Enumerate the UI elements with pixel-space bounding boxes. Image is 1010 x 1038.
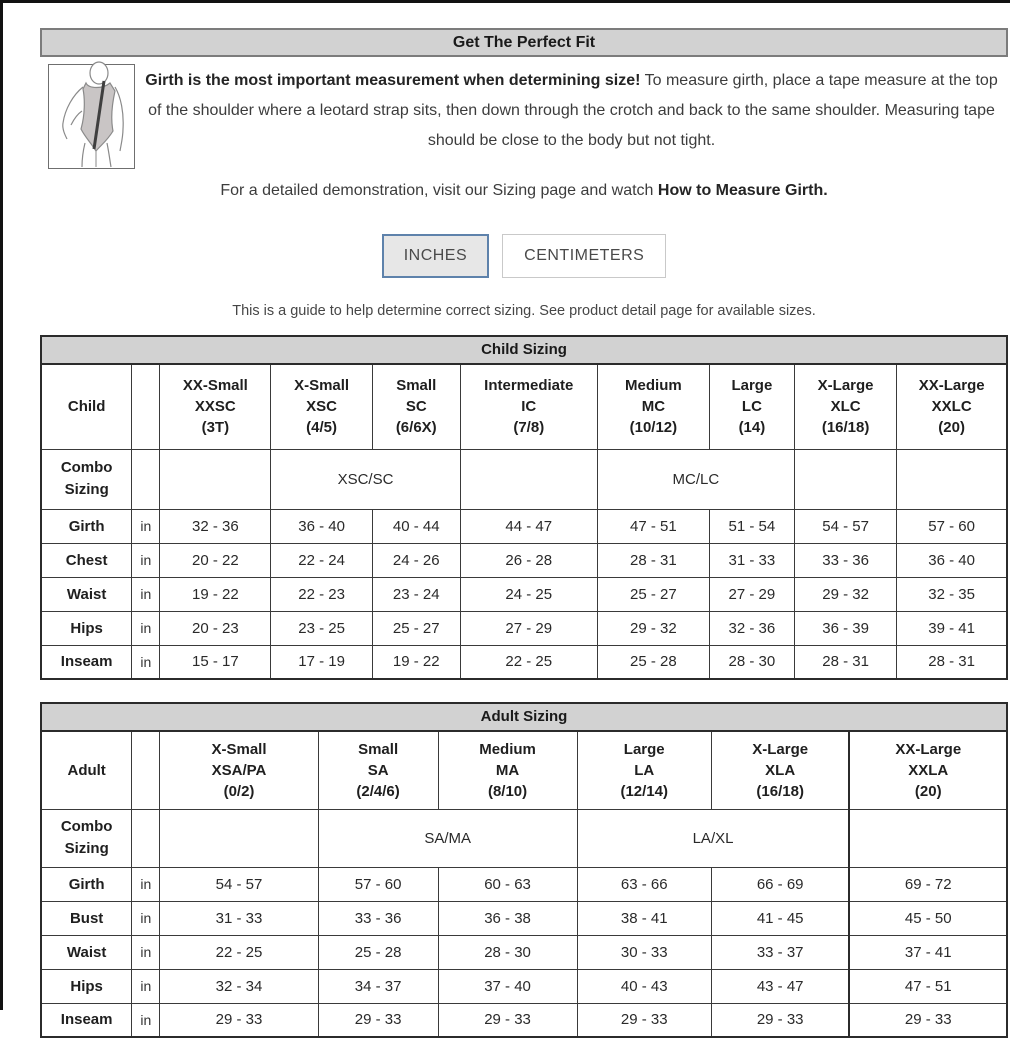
value-cell: 45 - 50: [849, 901, 1007, 935]
value-cell: 69 - 72: [849, 867, 1007, 901]
value-cell: 25 - 27: [597, 577, 709, 611]
value-cell: 27 - 29: [709, 577, 794, 611]
value-cell: 26 - 28: [460, 543, 597, 577]
content: [3, 28, 1010, 1038]
measurement-label: Hips: [41, 611, 132, 645]
demo-line: [40, 182, 1008, 200]
child-sizing-table: [40, 335, 1008, 680]
combo-empty-cell: [160, 809, 318, 867]
value-cell: 41 - 45: [711, 901, 849, 935]
value-cell: 36 - 40: [271, 509, 372, 543]
value-cell: 22 - 25: [460, 645, 597, 679]
value-cell: 39 - 41: [897, 611, 1007, 645]
value-cell: 36 - 38: [438, 901, 577, 935]
value-cell: 33 - 36: [794, 543, 896, 577]
child-size-header-row: [41, 364, 1007, 449]
value-cell: 29 - 32: [597, 611, 709, 645]
value-cell: 25 - 28: [597, 645, 709, 679]
adult-size-header-row: [41, 731, 1007, 809]
combo-sizing-label: Combo Sizing: [41, 449, 132, 509]
intro-section: [40, 64, 1008, 169]
centimeters-button[interactable]: CENTIMETERS: [502, 234, 666, 278]
page-title: [40, 28, 1008, 57]
unit-cell: in: [132, 611, 160, 645]
value-cell: 63 - 66: [577, 867, 711, 901]
measurement-label: Waist: [41, 935, 132, 969]
value-cell: 28 - 31: [794, 645, 896, 679]
measurement-label: Waist: [41, 577, 132, 611]
size-column-header: XX-Small XXSC (3T): [160, 364, 271, 449]
value-cell: 15 - 17: [160, 645, 271, 679]
child-sizing-section: [40, 335, 1008, 680]
combo-group-cell: XSC/SC: [271, 449, 460, 509]
demo-bold: How to Measure Girth.: [657, 182, 828, 199]
adult-corner-cell: Adult: [41, 731, 132, 809]
value-cell: 29 - 33: [577, 1003, 711, 1037]
unit-cell: in: [132, 935, 160, 969]
girth-description-body: To measure girth, place a tape measure at the top of the shoulder where a leotard strap sits, then down through the crotch and back to the same shoulder. Measuring tape should be close to the body but not tight.: [148, 72, 998, 149]
value-cell: 25 - 28: [318, 935, 438, 969]
combo-empty-cell: [794, 449, 896, 509]
adult-table-title: Adult Sizing: [40, 702, 1008, 730]
value-cell: 28 - 30: [709, 645, 794, 679]
size-column-header: Small SA (2/4/6): [318, 731, 438, 809]
unit-cell: in: [132, 969, 160, 1003]
combo-unit-cell: [132, 809, 160, 867]
child-girth-row: [41, 509, 1007, 543]
value-cell: 57 - 60: [318, 867, 438, 901]
child-waist-row: [41, 577, 1007, 611]
value-cell: 28 - 31: [897, 645, 1007, 679]
size-column-header: Medium MC (10/12): [597, 364, 709, 449]
value-cell: 60 - 63: [438, 867, 577, 901]
value-cell: 66 - 69: [711, 867, 849, 901]
adult-hips-row: [41, 969, 1007, 1003]
value-cell: 47 - 51: [849, 969, 1007, 1003]
value-cell: 44 - 47: [460, 509, 597, 543]
combo-group-cell: MC/LC: [597, 449, 794, 509]
value-cell: 47 - 51: [597, 509, 709, 543]
value-cell: 40 - 43: [577, 969, 711, 1003]
value-cell: 33 - 37: [711, 935, 849, 969]
value-cell: 30 - 33: [577, 935, 711, 969]
unit-column-header: [132, 731, 160, 809]
value-cell: 25 - 27: [372, 611, 460, 645]
unit-toggle: [40, 234, 1008, 278]
page-title-text: Get The Perfect Fit: [452, 33, 596, 51]
size-column-header: X-Large XLA (16/18): [711, 731, 849, 809]
value-cell: 37 - 41: [849, 935, 1007, 969]
value-cell: 54 - 57: [794, 509, 896, 543]
combo-empty-cell: [849, 809, 1007, 867]
value-cell: 32 - 34: [160, 969, 318, 1003]
value-cell: 36 - 39: [794, 611, 896, 645]
size-column-header: Medium MA (8/10): [438, 731, 577, 809]
value-cell: 37 - 40: [438, 969, 577, 1003]
adult-sizing-section: [40, 702, 1008, 1038]
unit-cell: in: [132, 509, 160, 543]
value-cell: 34 - 37: [318, 969, 438, 1003]
child-inseam-row: [41, 645, 1007, 679]
value-cell: 38 - 41: [577, 901, 711, 935]
adult-inseam-row: [41, 1003, 1007, 1037]
measurement-label: Girth: [41, 509, 132, 543]
size-column-header: XX-Large XXLC (20): [897, 364, 1007, 449]
child-table-title: Child Sizing: [40, 335, 1008, 363]
child-chest-row: [41, 543, 1007, 577]
size-column-header: Intermediate IC (7/8): [460, 364, 597, 449]
value-cell: 33 - 36: [318, 901, 438, 935]
value-cell: 28 - 31: [597, 543, 709, 577]
value-cell: 17 - 19: [271, 645, 372, 679]
unit-cell: in: [132, 1003, 160, 1037]
size-column-header: X-Small XSA/PA (0/2): [160, 731, 318, 809]
unit-column-header: [132, 364, 160, 449]
combo-unit-cell: [132, 449, 160, 509]
girth-description-bold: Girth is the most important measurement when determining size!: [145, 72, 641, 89]
size-column-header: Small SC (6/6X): [372, 364, 460, 449]
value-cell: 29 - 33: [438, 1003, 577, 1037]
unit-cell: in: [132, 867, 160, 901]
combo-empty-cell: [460, 449, 597, 509]
adult-waist-row: [41, 935, 1007, 969]
combo-empty-cell: [160, 449, 271, 509]
unit-cell: in: [132, 577, 160, 611]
value-cell: 29 - 33: [849, 1003, 1007, 1037]
inches-button[interactable]: INCHES: [382, 234, 489, 278]
value-cell: 19 - 22: [372, 645, 460, 679]
value-cell: 23 - 24: [372, 577, 460, 611]
value-cell: 29 - 33: [160, 1003, 318, 1037]
measurement-label: Girth: [41, 867, 132, 901]
combo-group-cell: SA/MA: [318, 809, 577, 867]
unit-cell: in: [132, 543, 160, 577]
value-cell: 24 - 26: [372, 543, 460, 577]
value-cell: 31 - 33: [160, 901, 318, 935]
value-cell: 22 - 24: [271, 543, 372, 577]
value-cell: 32 - 36: [160, 509, 271, 543]
combo-group-cell: LA/XL: [577, 809, 849, 867]
value-cell: 43 - 47: [711, 969, 849, 1003]
adult-bust-row: [41, 901, 1007, 935]
value-cell: 40 - 44: [372, 509, 460, 543]
demo-prefix: For a detailed demonstration, visit our Sizing page and watch: [220, 182, 658, 199]
child-combo-row: [41, 449, 1007, 509]
value-cell: 27 - 29: [460, 611, 597, 645]
value-cell: 32 - 35: [897, 577, 1007, 611]
size-column-header: XX-Large XXLA (20): [849, 731, 1007, 809]
sizing-note: This is a guide to help determine correct sizing. See product detail page for available sizes.: [232, 303, 816, 319]
value-cell: 20 - 22: [160, 543, 271, 577]
value-cell: 29 - 32: [794, 577, 896, 611]
measurement-label: Bust: [41, 901, 132, 935]
girth-description: [135, 66, 1008, 156]
adult-girth-row: [41, 867, 1007, 901]
combo-sizing-label: Combo Sizing: [41, 809, 132, 867]
size-column-header: Large LC (14): [709, 364, 794, 449]
value-cell: 29 - 33: [318, 1003, 438, 1037]
value-cell: 20 - 23: [160, 611, 271, 645]
child-hips-row: [41, 611, 1007, 645]
value-cell: 22 - 25: [160, 935, 318, 969]
measurement-label: Chest: [41, 543, 132, 577]
value-cell: 19 - 22: [160, 577, 271, 611]
measurement-label: Inseam: [41, 1003, 132, 1037]
adult-combo-row: [41, 809, 1007, 867]
child-corner-cell: Child: [41, 364, 132, 449]
unit-cell: in: [132, 901, 160, 935]
value-cell: 51 - 54: [709, 509, 794, 543]
adult-sizing-table: [40, 702, 1008, 1038]
combo-empty-cell: [897, 449, 1007, 509]
value-cell: 57 - 60: [897, 509, 1007, 543]
leotard-figure-icon: [49, 65, 134, 168]
size-column-header: X-Small XSC (4/5): [271, 364, 372, 449]
measurement-label: Inseam: [41, 645, 132, 679]
value-cell: 28 - 30: [438, 935, 577, 969]
unit-cell: in: [132, 645, 160, 679]
value-cell: 24 - 25: [460, 577, 597, 611]
value-cell: 31 - 33: [709, 543, 794, 577]
leotard-illustration: [48, 64, 135, 169]
measurement-label: Hips: [41, 969, 132, 1003]
size-column-header: Large LA (12/14): [577, 731, 711, 809]
value-cell: 29 - 33: [711, 1003, 849, 1037]
value-cell: 36 - 40: [897, 543, 1007, 577]
value-cell: 54 - 57: [160, 867, 318, 901]
size-column-header: X-Large XLC (16/18): [794, 364, 896, 449]
value-cell: 32 - 36: [709, 611, 794, 645]
value-cell: 23 - 25: [271, 611, 372, 645]
value-cell: 22 - 23: [271, 577, 372, 611]
